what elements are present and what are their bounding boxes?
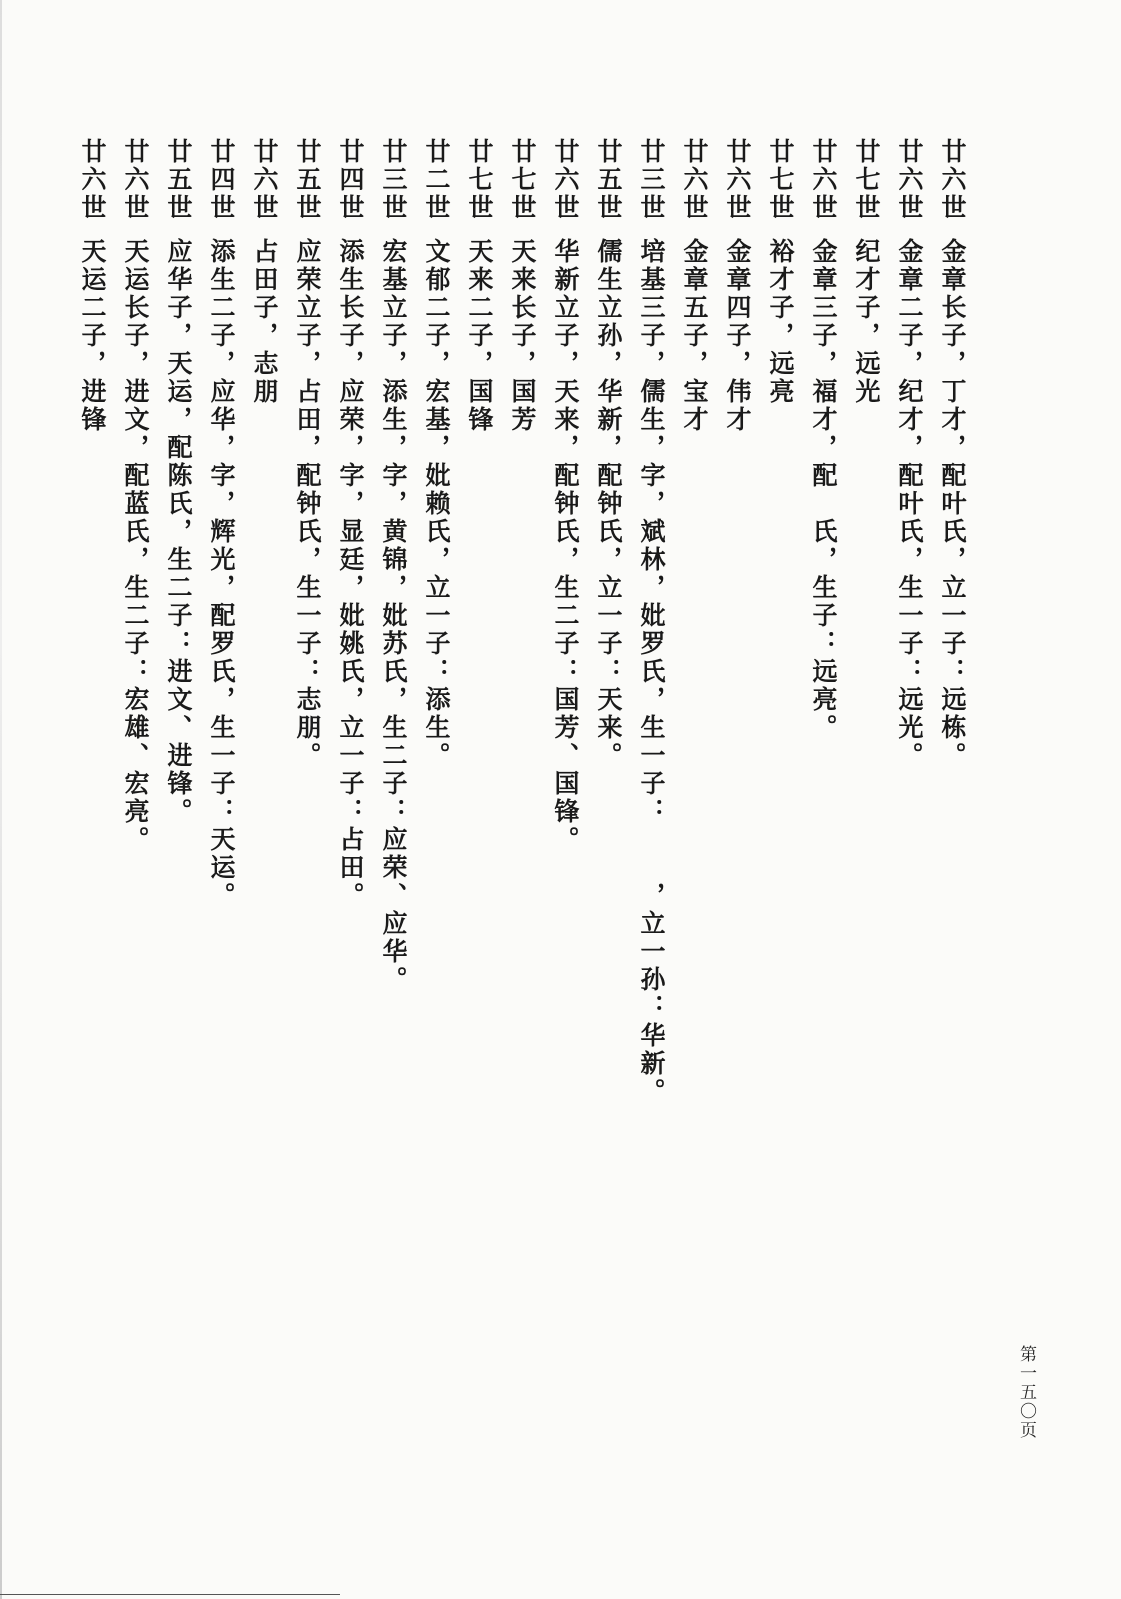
- genealogy-entry: [888, 138, 930, 1058]
- generation-label: 廿六世: [250, 138, 279, 222]
- genealogy-entry: [759, 138, 801, 1058]
- generation-label: 廿七世: [766, 138, 795, 222]
- genealogy-entry: [673, 138, 715, 1058]
- generation-label: 廿六世: [78, 138, 107, 222]
- generation-label: 廿三世: [379, 138, 408, 222]
- entry-text: 天来二子，国锋: [465, 238, 494, 434]
- generation-label: 廿七世: [852, 138, 881, 222]
- entry-text: 添生长子，应荣，字，显廷，妣姚氏，立一子：占田。: [336, 238, 365, 910]
- entry-text: 天来长子，国芳: [508, 238, 537, 434]
- entry-text: 金章五子，宝才: [680, 238, 709, 434]
- generation-label: 廿六世: [121, 138, 150, 222]
- bottom-rule: [0, 1594, 340, 1595]
- generation-label: 廿六世: [895, 138, 924, 222]
- scan-edge: [0, 0, 2, 1599]
- genealogy-entry: [71, 138, 113, 1058]
- genealogy-entry: [157, 138, 199, 1058]
- generation-label: 廿六世: [680, 138, 709, 222]
- entry-text: 文郁二子，宏基，妣赖氏，立一子：添生。: [422, 238, 451, 770]
- genealogy-entry: [415, 138, 457, 1058]
- genealogy-entry: [630, 138, 672, 1106]
- entry-text: 占田子，志朋: [250, 238, 279, 406]
- entry-text: 金章长子，丁才，配叶氏，立一子：远栋。: [938, 238, 967, 770]
- generation-label: 廿六世: [938, 138, 967, 222]
- generation-label: 廿六世: [809, 138, 838, 222]
- generation-label: 廿五世: [164, 138, 193, 222]
- generation-label: 廿三世: [637, 138, 666, 222]
- genealogy-entry: [587, 138, 629, 1058]
- genealogy-entry: [329, 138, 371, 1058]
- genealogy-entry: [372, 138, 414, 1058]
- entry-text: 添生二子，应华，字，辉光，配罗氏，生一子：天运。: [207, 238, 236, 910]
- genealogy-entry: [931, 138, 973, 1058]
- generation-label: 廿六世: [551, 138, 580, 222]
- genealogy-entry: [458, 138, 500, 1058]
- generation-label: 廿二世: [422, 138, 451, 222]
- generation-label: 廿七世: [465, 138, 494, 222]
- genealogy-entry: [286, 138, 328, 1058]
- genealogy-entry: [501, 138, 543, 1058]
- generation-label: 廿七世: [508, 138, 537, 222]
- genealogy-entry: [544, 138, 586, 1058]
- entry-text: 培基三子，儒生，字，斌林，妣罗氏，生一子： ，立一孙：华新。: [637, 238, 666, 1106]
- entry-text: 裕才子，远亮: [766, 238, 795, 406]
- entry-text: 华新立子，天来，配钟氏，生二子：国芳、国锋。: [551, 238, 580, 854]
- entry-text: 金章三子，福才，配 氏，生子：远亮。: [809, 238, 838, 742]
- genealogy-entry: [716, 138, 758, 1058]
- generation-label: 廿五世: [293, 138, 322, 222]
- entry-text: 金章四子，伟才: [723, 238, 752, 434]
- entry-text: 宏基立子，添生，字，黄锦，妣苏氏，生二子：应荣、应华。: [379, 238, 408, 994]
- entry-text: 天运二子，进锋: [78, 238, 107, 434]
- generation-label: 廿六世: [723, 138, 752, 222]
- genealogy-entry: [200, 138, 242, 1058]
- page-number: 第一五〇页: [1016, 1345, 1036, 1440]
- entry-text: 儒生立孙，华新，配钟氏，立一子：天来。: [594, 238, 623, 770]
- genealogy-entry: [802, 138, 844, 1058]
- genealogy-entry: [243, 138, 285, 1058]
- entry-text: 纪才子，远光: [852, 238, 881, 406]
- generation-label: 廿五世: [594, 138, 623, 222]
- entry-text: 天运长子，进文，配蓝氏，生二子：宏雄、宏亮。: [121, 238, 150, 854]
- generation-label: 廿四世: [207, 138, 236, 222]
- generation-label: 廿四世: [336, 138, 365, 222]
- entry-text: 应华子，天运，配陈氏，生二子：进文、进锋。: [164, 238, 193, 826]
- entry-text: 金章二子，纪才，配叶氏，生一子：远光。: [895, 238, 924, 770]
- genealogy-entry: [845, 138, 887, 1058]
- entry-text: 应荣立子，占田，配钟氏，生一子：志朋。: [293, 238, 322, 770]
- genealogy-entry: [114, 138, 156, 1058]
- genealogy-entries: [71, 138, 973, 1106]
